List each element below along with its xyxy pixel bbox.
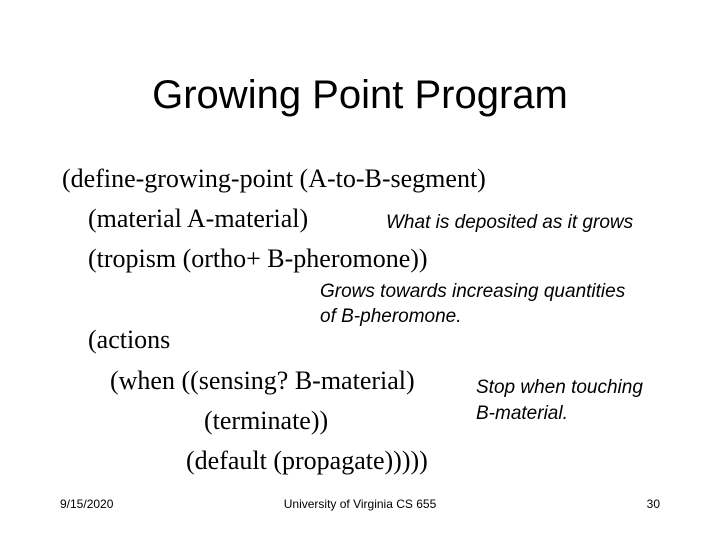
code-line-when: (when ((sensing? B-material) <box>110 366 415 395</box>
annotation-stop-line2: B-material. <box>476 403 568 424</box>
page-number: 30 <box>646 497 660 511</box>
code-line-define: (define-growing-point (A-to-B-segment) <box>62 164 486 193</box>
code-line-terminate: (terminate)) <box>204 406 329 435</box>
annotation-tropism-line2: of B-pheromone. <box>320 306 462 327</box>
footer-course: University of Virginia CS 655 <box>283 497 437 511</box>
annotation-stop-line1: Stop when touching <box>476 377 643 398</box>
annotation-tropism-line1: Grows towards increasing quantities <box>320 281 626 302</box>
code-line-actions: (actions <box>88 325 171 354</box>
footer-date: 9/15/2020 <box>60 497 114 511</box>
code-line-material: (material A-material) <box>88 204 309 233</box>
annotation-deposit: What is deposited as it grows <box>386 212 634 233</box>
code-line-tropism: (tropism (ortho+ B-pheromone)) <box>88 244 428 273</box>
code-line-default: (default (propagate))))) <box>186 446 428 475</box>
slide-title: Growing Point Program <box>152 73 568 117</box>
